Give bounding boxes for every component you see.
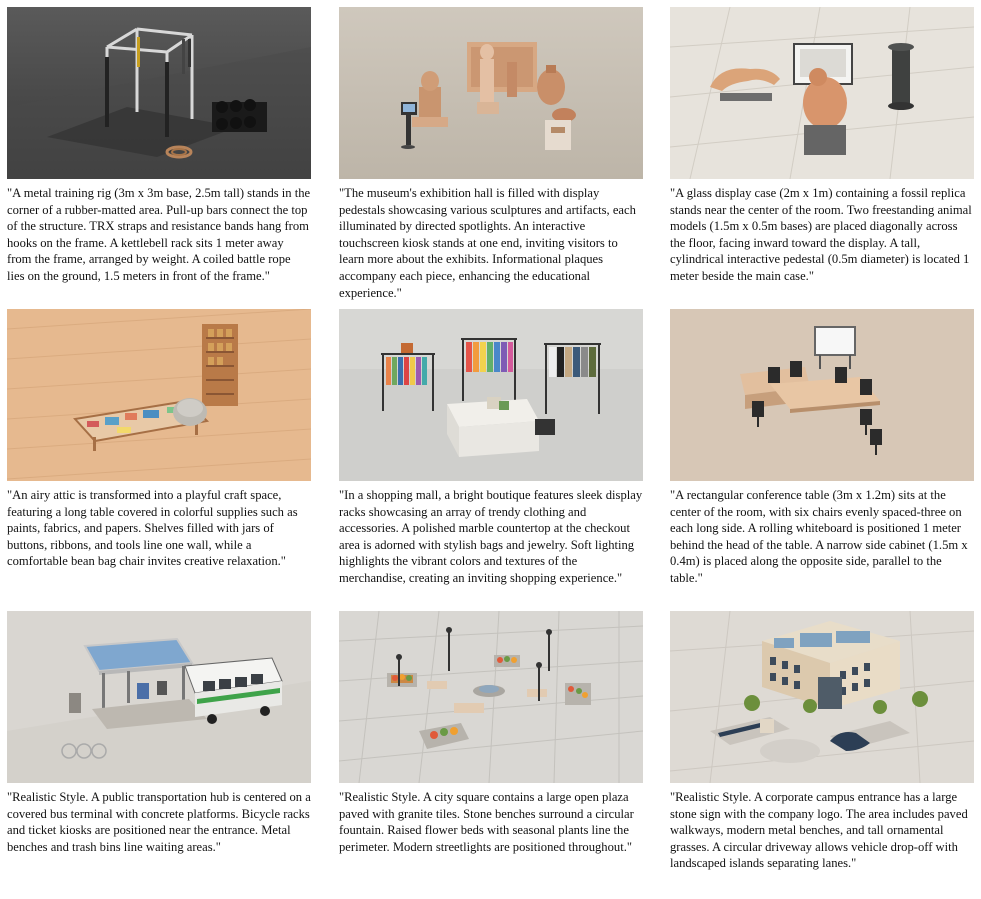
scene-render-fossil-display <box>670 7 974 179</box>
scene-caption: "A glass display case (2m x 1m) containing a fossil replica stands near the center of the room. Two freestanding animal models (1.5m x 0.5m bases) are placed diagonally across the floor, facing inward toward the display. A tall, cylindrical interactive pedestal (0.5m diameter) is located 1 meter beside the main case." <box>670 186 972 283</box>
scene-caption: "A rectangular conference table (3m x 1.2m) sits at the center of the room, with six chairs evenly spaced-three on each long side. A rolling whiteboard is positioned 1 meter behind the head of the table. A narrow side cabinet (1.5m x 0.4m) is placed along the opposite side, parallel to the table." <box>670 488 968 585</box>
scene-caption: "In a shopping mall, a bright boutique features sleek display racks showcasing an array of trendy clothing and accessories. A polished marble countertop at the checkout area is adorned with stylish bags and jewelry. Soft lighting highlights the vibrant colors and textures of the merchandise, creating an inviting shopping experience." <box>339 488 643 585</box>
scene-render-museum-hall <box>339 7 643 179</box>
scene-render-craft-attic <box>7 309 311 481</box>
scene-render-corporate-campus <box>670 611 974 783</box>
scene-render-training-rig <box>7 7 311 179</box>
scene-render-conference-room <box>670 309 974 481</box>
scene-caption: "The museum's exhibition hall is filled with display pedestals showcasing various sculptures and artifacts, each illuminated by directed spotlights. An interactive touchscreen kiosk stands at one end, inviting visitors to learn more about the exhibits. Informational plaques accompany each piece, enhancing the educational experience." <box>339 186 636 300</box>
scene-caption: "An airy attic is transformed into a playful craft space, featuring a long table covered in colorful supplies such as paints, fabrics, and papers. Shelves filled with jars of buttons, ribbons, and tools line one wall, while a comfortable bean bag chair invites creative relaxation." <box>7 488 298 569</box>
scene-render-boutique <box>339 309 643 481</box>
scene-caption: "Realistic Style. A corporate campus entrance has a large stone sign with the company logo. The area includes paved walkways, modern metal benches, and tall ornamental grasses. A circular driveway allows vehicle drop-off with landscaped islands separating lanes." <box>670 790 968 871</box>
scene-render-city-square <box>339 611 643 783</box>
scene-caption: "A metal training rig (3m x 3m base, 2.5m tall) stands in the corner of a rubber-matted area. Pull-up bars connect the top of the structure. TRX straps and resistance bands hang from hooks on the frame. A kettlebell rack sits 1 meter away from the frame, arranged by weight. A coiled battle rope lies on the ground, 1.5 meters in front of the frame." <box>7 186 311 283</box>
scene-caption: "Realistic Style. A public transportation hub is centered on a covered bus terminal with concrete platforms. Bicycle racks and ticket kiosks are positioned near the entrance. Metal benches and trash bins line waiting areas." <box>7 790 311 854</box>
scene-caption: "Realistic Style. A city square contains a large open plaza paved with granite tiles. Stone benches surround a circular fountain. Raised flower beds with seasonal plants line the perimeter. Modern streetlights are positioned throughout." <box>339 790 634 854</box>
scene-render-bus-terminal <box>7 611 311 783</box>
